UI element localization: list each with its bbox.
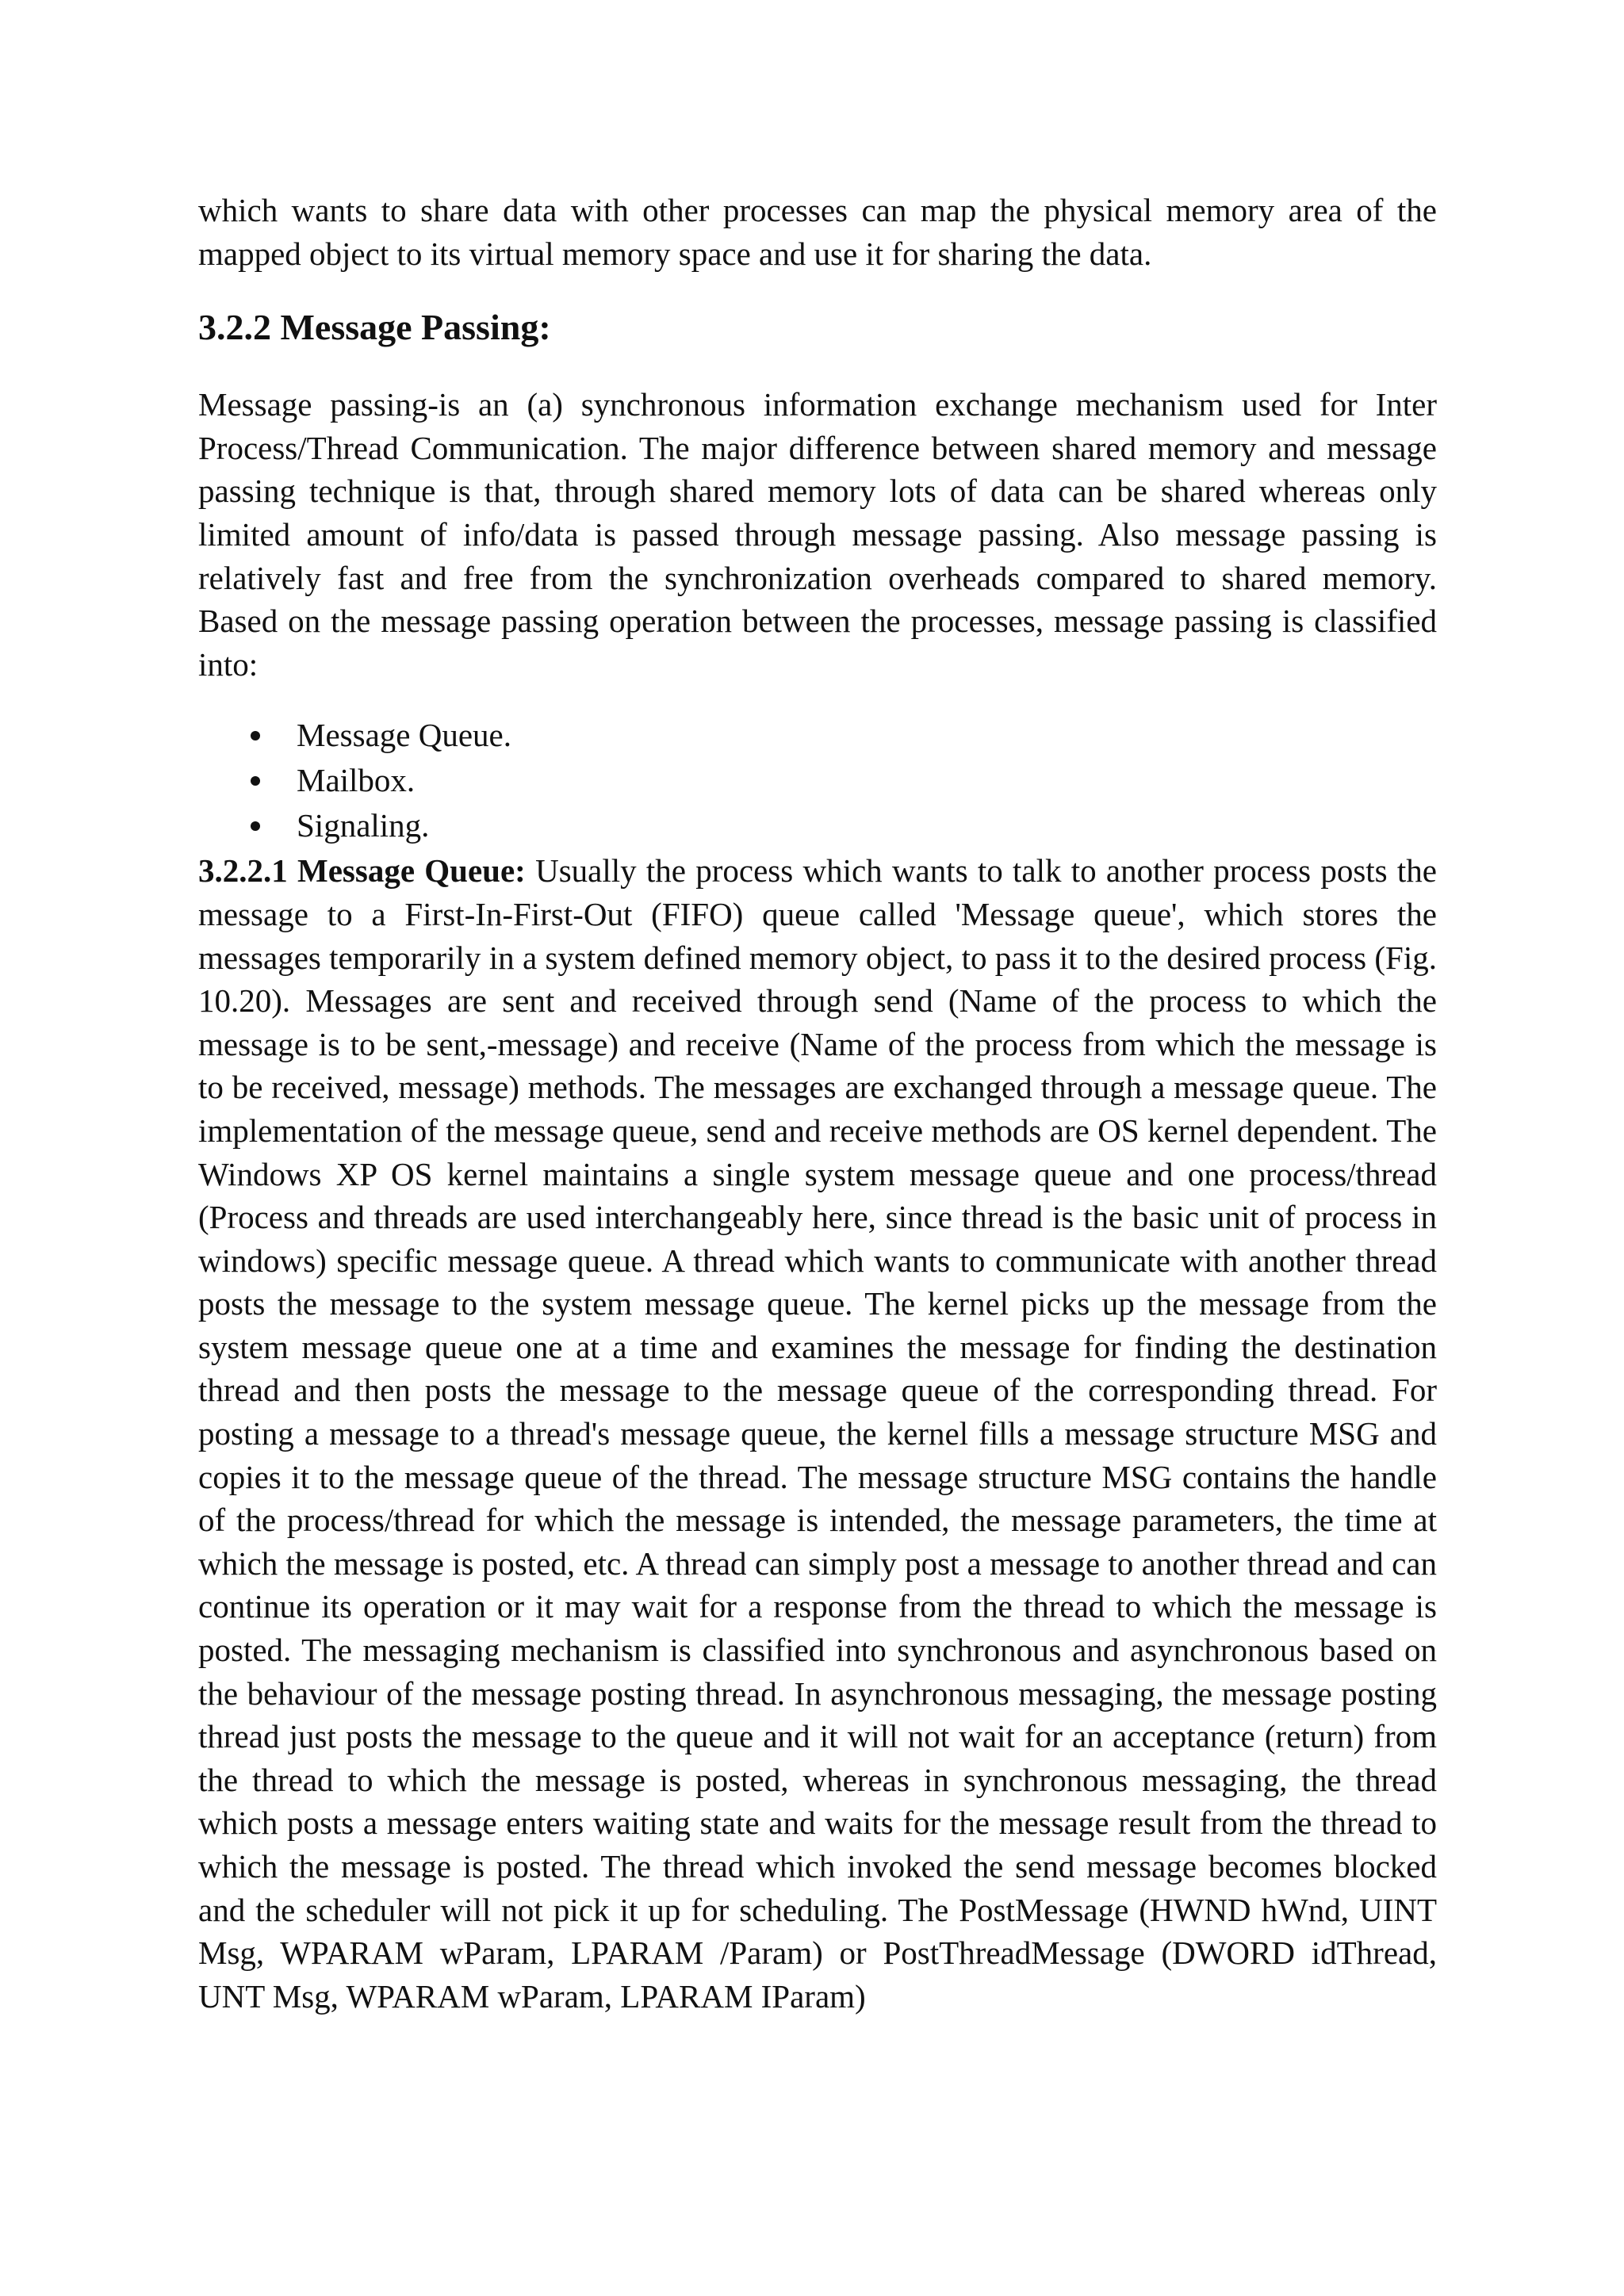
bullet-icon bbox=[251, 731, 260, 740]
list-item bbox=[198, 713, 1437, 758]
message-queue-text: Usually the process which wants to talk to another process posts the message to a First-In-First-Out (FIFO) queue called 'Message queue', which stores the messages temporarily in a system defined memory object, to pass it to the desired process (Fig. 10.20). Messages are sent and received through send (Name of the process to which the message is to be sent,-message) and receive (Name of the process from which the message is to be received, message) methods. The messages are exchanged through a message queue. The implementation of the message queue, send and receive methods are OS kernel dependent. The Windows XP OS kernel maintains a single system message queue and one process/thread (Process and threads are used interchangeably here, since thread is the basic unit of process in windows) specific message queue. A thread which wants to communicate with another thread posts the message to the system message queue. The kernel picks up the message from the system message queue one at a time and examines the message for finding the destination thread and then posts the message to the message queue of the corresponding thread. For posting a message to a thread's message queue, the kernel fills a message structure MSG and copies it to the message queue of the thread. The message structure MSG contains the handle of the process/thread for which the message is intended, the message parameters, the time at which the message is posted, etc. A thread can simply post a message to another thread and can continue its operation or it may wait for a response from the thread to which the message is posted. The messaging mechanism is classified into synchronous and asynchronous based on the behaviour of the message posting thread. In asynchronous messaging, the message posting thread just posts the message to the queue and it will not wait for an acceptance (return) from the thread to which the message is posted, whereas in synchronous messaging, the thread which posts a message enters waiting state and waits for the message result from the thread to which the message is posted. The thread which invoked the send message becomes blocked and the scheduler will not pick it up for scheduling. The PostMessage (HWND hWnd, UINT Msg, WPARAM wParam, LPARAM /Param) or PostThreadMessage (DWORD idThread, UNT Msg, WPARAM wParam, LPARAM IParam) bbox=[198, 852, 1437, 2015]
list-item-label: Mailbox. bbox=[297, 762, 416, 799]
message-queue-heading: 3.2.2.1 Message Queue: bbox=[198, 852, 526, 890]
intro-paragraph: which wants to share data with other processes can map the physical memory area of the mapped object to its virtual memory space and use it for sharing the data. bbox=[198, 192, 1437, 272]
message-queue-paragraph bbox=[198, 849, 1437, 2018]
section-heading: 3.2.2 Message Passing: bbox=[198, 307, 551, 348]
bullet-icon bbox=[251, 821, 260, 831]
document-page bbox=[198, 189, 1437, 2018]
message-passing-paragraph: Message passing-is an (a) synchronous information exchange mechanism used for Inter Process/Thread Communication. The major difference between shared memory and message passing technique is that, through shared memory lots of data can be shared whereas only limited amount of info/data is passed through message passing. Also message passing is relatively fast and free from the synchronization overheads compared to shared memory. Based on the message passing operation between the processes, message passing is classified into: bbox=[198, 386, 1437, 683]
bullet-icon bbox=[251, 776, 260, 786]
list-item-label: Signaling. bbox=[297, 807, 430, 844]
list-item-label: Message Queue. bbox=[297, 717, 511, 754]
classification-list bbox=[198, 713, 1437, 848]
list-item bbox=[198, 803, 1437, 848]
list-item bbox=[198, 758, 1437, 803]
